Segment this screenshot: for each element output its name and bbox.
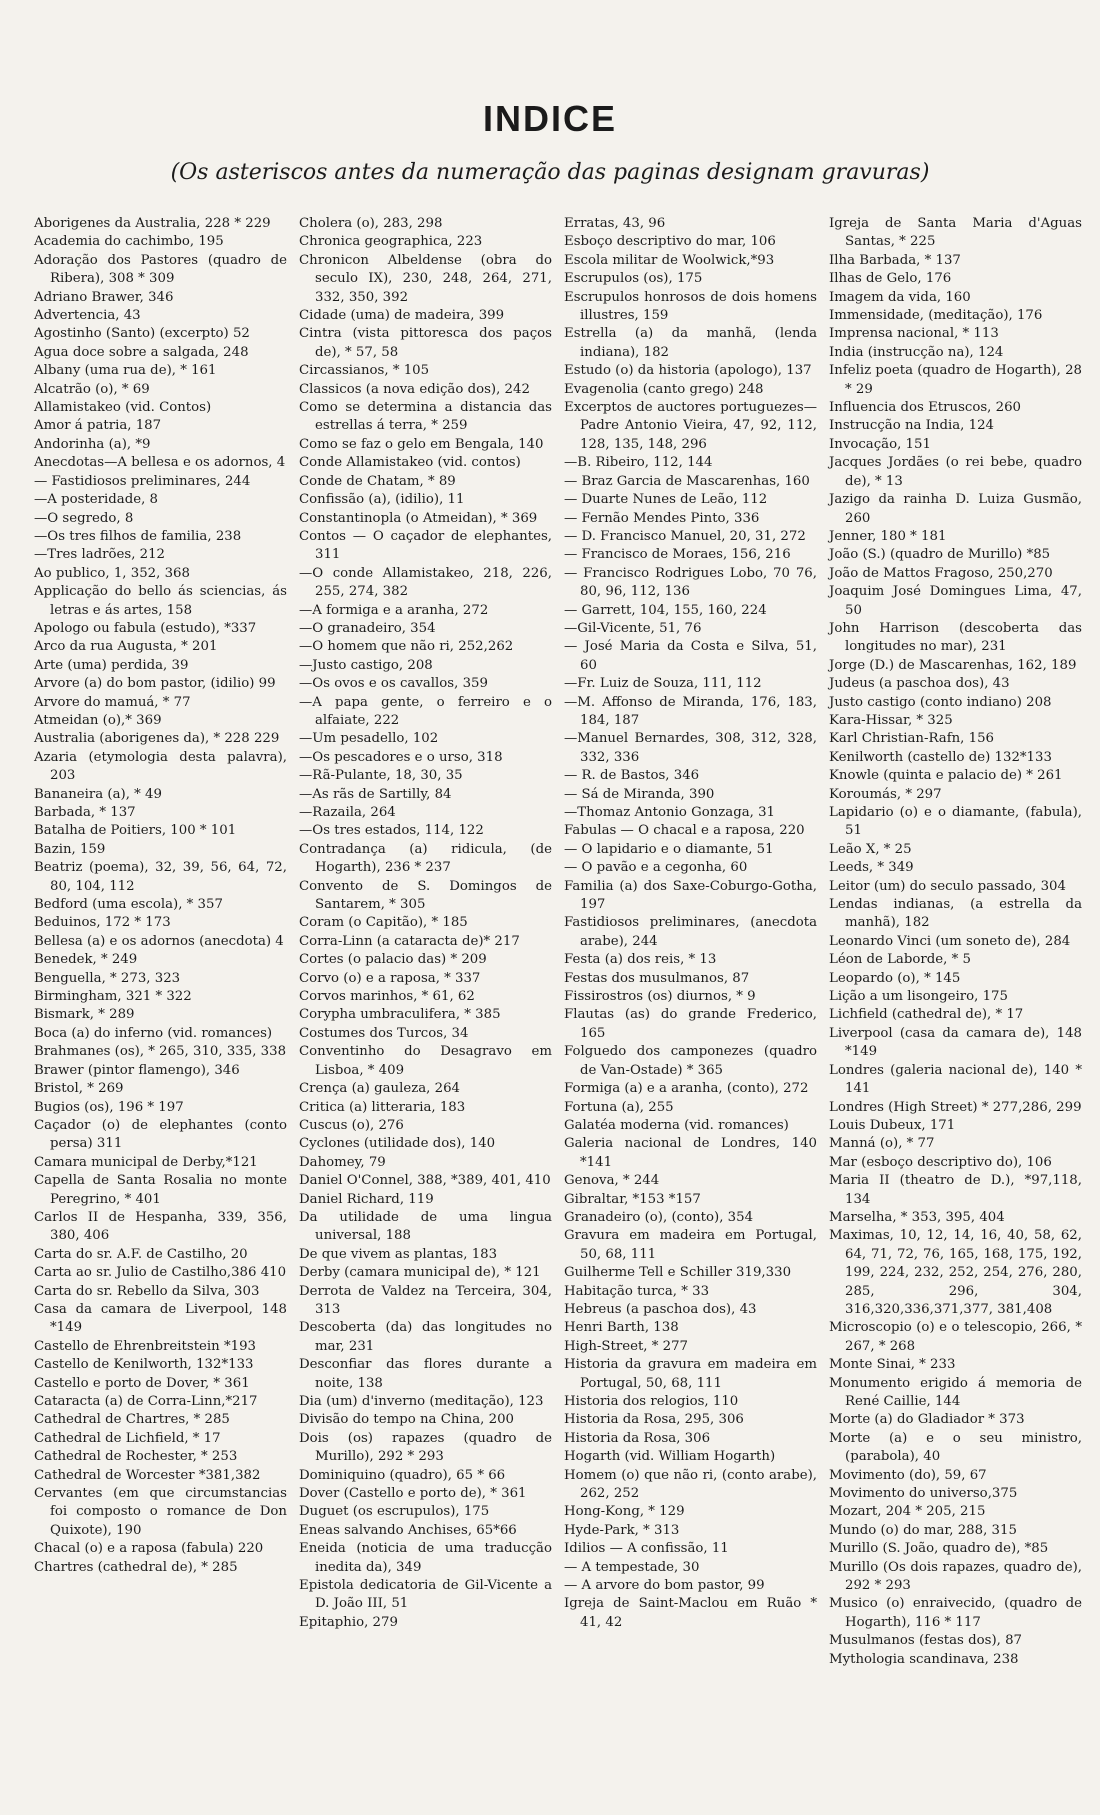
index-entry: Karl Christian-Rafn, 156 [829,731,995,747]
index-entry: Bristol, * 269 [34,1081,124,1097]
index-entry: —Tres ladrões, 212 [34,547,166,563]
index-entry: Cervantes (em que circumstancias foi composto o romance de Don Quixote), 190 [34,1486,287,1538]
index-entry: Influencia dos Etruscos, 260 [829,400,1022,416]
index-entry: Ilhas de Gelo, 176 [829,271,952,287]
index-entry: Critica (a) litteraria, 183 [299,1099,466,1115]
index-entry: Carlos II de Hespanha, 339, 356, 380, 406 [34,1209,287,1244]
index-entry: Lição a um lisongeiro, 175 [829,989,1008,1005]
index-entry: Fortuna (a), 255 [564,1099,674,1115]
index-entry: Excerptos de auctores portuguezes—Padre Antonio Vieira, 47, 92, 112, 128, 135, 148, 296 [564,400,817,452]
index-entry: Allamistakeo (vid. Contos) [34,400,212,416]
index-entry: Atmeidan (o),* 369 [34,712,162,728]
index-entry: —Thomaz Antonio Gonzaga, 31 [564,805,776,820]
index-entry: Cidade (uma) de madeira, 399 [299,308,505,324]
index-entry: Londres (galeria nacional de), 140 * 141 [829,1062,1082,1097]
index-entry: Ilha Barbada, * 137 [829,252,961,268]
index-entry: João (S.) (quadro de Murillo) *85 [829,547,1051,563]
index-entry: Arvore (a) do bom pastor, (idilio) 99 [34,676,276,692]
index-column-4 [823,215,1088,1795]
index-entry: Morte (a) e o seu ministro, (parabola), 40 [829,1430,1082,1465]
index-entry: Corypha umbraculifera, * 385 [299,1007,501,1023]
index-entry: Granadeiro (o), (conto), 354 [564,1209,754,1225]
index-entry: Conde Allamistakeo (vid. contos) [299,455,521,471]
index-entry: Leão X, * 25 [829,841,912,857]
index-entry: —Justo castigo, 208 [299,657,433,673]
index-column-3 [558,215,823,1795]
index-entry: Jenner, 180 * 181 [829,528,947,544]
index-entry: —Os ovos e os cavallos, 359 [299,676,488,692]
index-entry: —Fr. Luiz de Souza, 111, 112 [564,676,762,692]
index-entry: —Rã-Pulante, 18, 30, 35 [299,768,463,784]
index-entry: Hyde-Park, * 313 [564,1522,680,1538]
index-entry: Descoberta (da) das longitudes no mar, 231 [299,1320,552,1354]
index-entry: —A formiga e a aranha, 272 [299,602,489,618]
index-entry: —A posteridade, 8 [34,492,159,508]
index-entry: Carta do sr. Rebello da Silva, 303 [34,1283,260,1299]
index-entry: Brahmanes (os), * 265, 310, 335, 338 [34,1044,287,1060]
index-entry: Benguella, * 273, 323 [34,970,181,986]
index-entry: Historia da Rosa, 306 [564,1430,711,1446]
index-entry: Escola militar de Woolwick,*93 [564,252,775,268]
index-entry: Advertencia, 43 [34,308,141,324]
index-entry: Agua doce sobre a salgada, 248 [34,344,249,360]
index-entry: Louis Dubeux, 171 [829,1117,956,1133]
index-entry: Castello de Kenilworth, 132*133 [34,1357,254,1373]
index-entry: Constantinopla (o Atmeidan), * 369 [299,510,538,526]
index-entry: Lendas indianas, (a estrella da manhã), 182 [829,897,1082,931]
index-entry: Historia da Rosa, 295, 306 [564,1412,744,1428]
index-entry: Daniel Richard, 119 [299,1191,434,1207]
index-entry: Coram (o Capitão), * 185 [299,915,468,931]
index-entry: Confissão (a), (idilio), 11 [299,492,465,508]
index-entry: Castello de Ehrenbreitstein *193 [34,1338,256,1354]
index-entry: Koroumás, * 297 [829,786,942,802]
index-entry: Applicação do bello ás sciencias, ás letras e ás artes, 158 [34,584,287,618]
index-entry: Monumento erigido á memoria de René Caillie, 144 [829,1375,1082,1409]
index-entry: Lichfield (cathedral de), * 17 [829,1007,1024,1023]
index-entry: Contradança (a) ridicula, (de Hogarth), 236 * 237 [299,841,552,876]
index-entry: Henri Barth, 138 [564,1320,679,1336]
index-entry: Manná (o), * 77 [829,1136,935,1152]
index-entry: Bugios (os), 196 * 197 [34,1099,184,1115]
index-entry: — Sá de Miranda, 390 [564,786,715,802]
index-entry: — José Maria da Costa e Silva, 51, 60 [564,639,817,673]
index-entry: High-Street, * 277 [564,1338,689,1354]
index-entry: Dominiquino (quadro), 65 * 66 [299,1467,506,1483]
index-entry: Arco da rua Augusta, * 201 [34,639,218,655]
index-entry: Crença (a) gauleza, 264 [299,1081,460,1097]
index-entry: Corvos marinhos, * 61, 62 [299,989,475,1005]
index-entry: Immensidade, (meditação), 176 [829,308,1043,324]
index-entry: Londres (High Street) * 277,286, 299 [829,1099,1082,1115]
index-entry: — Francisco Rodrigues Lobo, 70 76, 80, 96, 112, 136 [564,565,817,600]
index-entry: Jacques Jordães (o rei bebe, quadro de), * 13 [829,455,1082,489]
index-entry: Corra-Linn (a cataracta de)* 217 [299,933,520,949]
index-entry: — O pavão e a cegonha, 60 [564,860,748,876]
index-columns [28,215,1088,1795]
index-entry: Folguedo dos camponezes (quadro de Van-Ostade) * 365 [564,1044,817,1078]
index-entry: Beatriz (poema), 32, 39, 56, 64, 72, 80, 104, 112 [34,860,287,894]
index-entry: Arvore do mamuá, * 77 [34,694,191,710]
index-entry: Capella de Santa Rosalia no monte Peregrino, * 401 [34,1173,287,1207]
index-entry: —A papa gente, o ferreiro e o alfaiate, 222 [299,694,552,728]
index-entry: Léon de Laborde, * 5 [829,952,971,968]
index-entry: Epistola dedicatoria de Gil-Vicente a D. João III, 51 [299,1578,552,1612]
index-entry: Guilherme Tell e Schiller 319,330 [564,1265,792,1281]
index-entry: Maximas, 10, 12, 14, 16, 40, 58, 62, 64, 71, 72, 76, 165, 168, 175, 192, 199, 224, 232, 252, 254, 276, 280, 285, 296, 304, 316,320,336,371,377, 381,408 [829,1228,1082,1317]
index-entry: Flautas (as) do grande Frederico, 165 [564,1007,817,1041]
index-entry: Eneida (noticia de uma traducção inedita da), 349 [299,1541,552,1575]
index-entry: Castello e porto de Dover, * 361 [34,1375,250,1391]
index-entry: Daniel O'Connel, 388, *389, 401, 410 [299,1173,551,1189]
index-entry: —O granadeiro, 354 [299,620,436,636]
index-entry: India (instrucção na), 124 [829,344,1004,360]
index-entry: Chronicon Albeldense (obra do seculo IX), 230, 248, 264, 271, 332, 350, 392 [299,252,552,305]
index-entry: Amor á patria, 187 [34,418,162,434]
index-entry: Esboço descriptivo do mar, 106 [564,234,776,250]
index-entry: Kara-Hissar, * 325 [829,712,953,728]
index-entry: Australia (aborigenes da), * 228 229 [34,731,280,747]
index-entry: Batalha de Poitiers, 100 * 101 [34,823,237,839]
index-entry: Liverpool (casa da camara de), 148 *149 [829,1025,1082,1060]
index-entry: Kenilworth (castello de) 132*133 [829,749,1052,765]
index-entry: Derrota de Valdez na Terceira, 304, 313 [299,1283,552,1317]
index-entry: Leopardo (o), * 145 [829,970,961,986]
page-title: INDICE [482,98,617,139]
index-entry: Convento de S. Domingos de Santarem, * 305 [299,878,552,913]
index-entry: Andorinha (a), *9 [34,436,151,452]
index-entry: —Um pesadello, 102 [299,731,439,747]
index-entry: Como se determina a distancia das estrellas á terra, * 259 [299,400,552,434]
index-entry: —B. Ribeiro, 112, 144 [564,455,713,471]
index-entry: —Os pescadores e o urso, 318 [299,749,503,765]
index-entry: Caçador (o) de elephantes (conto persa) 311 [34,1117,287,1152]
index-entry: Dia (um) d'inverno (meditação), 123 [299,1394,544,1409]
index-entry: Musico (o) enraivecido, (quadro de Hogarth), 116 * 117 [829,1596,1082,1630]
index-entry: Movimento do universo,375 [829,1486,1018,1502]
index-entry: Formiga (a) e a aranha, (conto), 272 [564,1081,809,1097]
index-entry: Murillo (Os dois rapazes, quadro de), 292 * 293 [829,1559,1082,1594]
index-entry: —As rãs de Sartilly, 84 [299,786,452,802]
index-entry: Contos — O caçador de elephantes, 311 [299,528,552,563]
index-entry: Casa da camara de Liverpool, 148 *149 [34,1301,287,1336]
index-entry: Desconfiar das flores durante a noite, 138 [299,1357,552,1391]
index-entry: Barbada, * 137 [34,805,136,820]
index-entry: Fabulas — O chacal e a raposa, 220 [564,823,805,839]
index-entry: Igreja de Santa Maria d'Aguas Santas, * 225 [829,216,1082,250]
page-subtitle: (Os asteriscos antes da numeração das paginas designam gravuras) [170,160,930,185]
index-entry: Alcatrão (o), * 69 [34,381,150,397]
index-entry: Escrupulos honrosos de dois homens illustres, 159 [564,289,817,324]
index-entry: — D. Francisco Manuel, 20, 31, 272 [564,528,806,544]
index-entry: Circassianos, * 105 [299,363,430,379]
index-entry: Azaria (etymologia desta palavra), 203 [34,749,287,784]
index-entry: Conventinho do Desagravo em Lisboa, * 409 [299,1044,552,1078]
index-entry: De que vivem as plantas, 183 [299,1246,498,1262]
index-entry: Academia do cachimbo, 195 [34,234,224,250]
index-entry: Erratas, 43, 96 [564,216,666,231]
index-entry: Cathedral de Chartres, * 285 [34,1412,230,1428]
index-entry: Hebreus (a paschoa dos), 43 [564,1301,757,1317]
index-entry: Estrella (a) da manhã, (lenda indiana), 182 [564,326,817,360]
index-entry: Anecdotas—A bellesa e os adornos, 4 [34,455,286,471]
index-entry: Cortes (o palacio das) * 209 [299,952,487,968]
index-entry: João de Mattos Fragoso, 250,270 [829,565,1053,581]
index-entry: Cyclones (utilidade dos), 140 [299,1136,496,1152]
index-entry: Carta do sr. A.F. de Castilho, 20 [34,1246,248,1262]
index-entry: Epitaphio, 279 [299,1614,398,1630]
index-entry: Leitor (um) do seculo passado, 304 [829,878,1066,894]
index-entry: Hogarth (vid. William Hogarth) [564,1449,776,1465]
index-entry: Conde de Chatam, * 89 [299,473,456,489]
index-entry: Genova, * 244 [564,1173,660,1189]
index-entry: —O conde Allamistakeo, 218, 226, 255, 274, 382 [299,565,552,600]
index-entry: Historia dos relogios, 110 [564,1394,739,1409]
index-entry: Bismark, * 289 [34,1007,135,1023]
index-entry: Adoração dos Pastores (quadro de Ribera), 308 * 309 [34,252,287,287]
index-entry: Leeds, * 349 [829,860,914,876]
index-entry: Bazin, 159 [34,841,106,857]
index-entry: Carta ao sr. Julio de Castilho,386 410 [34,1265,287,1281]
index-entry: Monte Sinai, * 233 [829,1357,956,1373]
index-entry: Evagenolia (canto grego) 248 [564,381,764,397]
index-entry: Chartres (cathedral de), * 285 [34,1559,238,1575]
index-entry: Marselha, * 353, 395, 404 [829,1209,1005,1225]
index-entry: Fissirostros (os) diurnos, * 9 [564,989,756,1005]
index-entry: Cathedral de Worcester *381,382 [34,1467,261,1483]
index-entry: Instrucção na India, 124 [829,418,995,434]
index-entry: Mythologia scandinava, 238 [829,1651,1019,1667]
index-entry: — Francisco de Moraes, 156, 216 [564,547,791,563]
index-entry: Lapidario (o) e o diamante, (fabula), 51 [829,805,1082,839]
index-entry: —M. Affonso de Miranda, 176, 183, 184, 187 [564,694,817,728]
index-entry: Escrupulos (os), 175 [564,271,703,287]
index-entry: Galatéa moderna (vid. romances) [564,1117,789,1133]
index-entry: Morte (a) do Gladiador * 373 [829,1412,1025,1428]
index-entry: Adriano Brawer, 346 [34,289,174,305]
index-entry: Chronica geographica, 223 [299,234,483,250]
index-entry: —O homem que não ri, 252,262 [299,639,514,655]
index-entry: Chacal (o) e a raposa (fabula) 220 [34,1541,264,1557]
index-column-1 [28,215,293,1795]
index-entry: Galeria nacional de Londres, 140 *141 [564,1136,817,1170]
index-entry: Estudo (o) da historia (apologo), 137 [564,363,812,379]
index-entry: Arte (uma) perdida, 39 [34,657,189,673]
index-entry: Fastidiosos preliminares, (anecdota arabe), 244 [564,915,817,949]
index-entry: Boca (a) do inferno (vid. romances) [34,1025,273,1041]
index-entry: Camara municipal de Derby,*121 [34,1154,258,1170]
index-entry: — O lapidario e o diamante, 51 [564,841,774,857]
index-entry: Mar (esboço descriptivo do), 106 [829,1154,1052,1170]
index-entry: Musulmanos (festas dos), 87 [829,1633,1022,1649]
index-entry: Dahomey, 79 [299,1154,386,1170]
index-entry: Cholera (o), 283, 298 [299,216,443,231]
index-entry: Derby (camara municipal de), * 121 [299,1265,541,1281]
index-entry: Apologo ou fabula (estudo), *337 [34,620,257,636]
index-entry: —Gil-Vicente, 51, 76 [564,620,702,636]
index-entry: Cintra (vista pittoresca dos paços de), * 57, 58 [299,326,552,360]
index-entry: —Os tres estados, 114, 122 [299,823,484,839]
index-entry: Cathedral de Rochester, * 253 [34,1449,238,1465]
index-entry: Cathedral de Lichfield, * 17 [34,1430,221,1446]
index-entry: Knowle (quinta e palacio de) * 261 [829,768,1063,784]
index-entry: Microscopio (o) e o telescopio, 266, * 267, * 268 [829,1320,1082,1354]
index-entry: Como se faz o gelo em Bengala, 140 [299,436,544,452]
index-entry: Habitação turca, * 33 [564,1283,710,1299]
index-entry: —O segredo, 8 [34,510,134,526]
index-entry: Cataracta (a) de Corra-Linn,*217 [34,1394,258,1409]
index-entry: Duguet (os escrupulos), 175 [299,1504,490,1520]
index-entry: Joaquim José Domingues Lima, 47, 50 [829,584,1082,618]
index-entry: Jazigo da rainha D. Luiza Gusmão, 260 [829,492,1082,526]
index-entry: — A arvore do bom pastor, 99 [564,1578,765,1594]
index-entry: Cuscus (o), 276 [299,1117,404,1133]
index-entry: Gravura em madeira em Portugal, 50, 68, 111 [564,1228,817,1262]
index-entry: — A tempestade, 30 [564,1559,700,1575]
index-entry: —Os tres filhos de familia, 238 [34,528,242,544]
index-entry: Historia da gravura em madeira em Portugal, 50, 68, 111 [564,1357,817,1391]
index-entry: Benedek, * 249 [34,952,138,968]
index-entry: Imprensa nacional, * 113 [829,326,999,342]
index-entry: Festas dos musulmanos, 87 [564,970,750,986]
index-entry: Igreja de Saint-Maclou em Ruão * 41, 42 [564,1596,817,1630]
index-entry: Hong-Kong, * 129 [564,1504,685,1520]
index-entry: Infeliz poeta (quadro de Hogarth), 28 * 29 [829,363,1082,397]
index-entry: Classicos (a nova edição dos), 242 [299,381,530,397]
index-entry: — Duarte Nunes de Leão, 112 [564,492,768,508]
index-entry: Murillo (S. João, quadro de), *85 [829,1541,1049,1557]
index-entry: — Garrett, 104, 155, 160, 224 [564,602,767,618]
index-entry: —Manuel Bernardes, 308, 312, 328, 332, 336 [564,731,817,765]
index-entry: — Braz Garcia de Mascarenhas, 160 [564,473,810,489]
index-entry: — Fernão Mendes Pinto, 336 [564,510,760,526]
index-entry: Bananeira (a), * 49 [34,786,162,802]
index-entry: Idilios — A confissão, 11 [564,1541,729,1557]
index-entry: Festa (a) dos reis, * 13 [564,952,717,968]
index-entry: Brawer (pintor flamengo), 346 [34,1062,240,1078]
index-entry: Maria II (theatro de D.), *97,118, 134 [829,1173,1082,1207]
index-entry: Justo castigo (conto indiano) 208 [829,694,1052,710]
index-entry: Birmingham, 321 * 322 [34,989,192,1005]
index-entry: Judeus (a paschoa dos), 43 [829,676,1010,692]
index-entry: Aborigenes da Australia, 228 * 229 [34,216,271,231]
index-entry: Mundo (o) do mar, 288, 315 [829,1522,1017,1538]
index-entry: — Fastidiosos preliminares, 244 [34,473,251,489]
index-entry: — R. de Bastos, 346 [564,768,700,784]
index-entry: Movimento (do), 59, 67 [829,1467,987,1483]
index-entry: Leonardo Vinci (um soneto de), 284 [829,933,1071,949]
index-entry: Imagem da vida, 160 [829,289,971,305]
index-entry: Costumes dos Turcos, 34 [299,1025,469,1041]
index-entry: Bedford (uma escola), * 357 [34,897,223,913]
index-entry: Jorge (D.) de Mascarenhas, 162, 189 [829,657,1077,673]
index-entry: John Harrison (descoberta das longitudes no mar), 231 [829,620,1082,655]
index-entry: Homem (o) que não ri, (conto arabe), 262, 252 [564,1467,817,1502]
index-entry: Ao publico, 1, 352, 368 [34,565,190,581]
index-entry: Dois (os) rapazes (quadro de Murillo), 292 * 293 [299,1430,552,1465]
index-entry: Invocação, 151 [829,436,931,452]
index-entry: Agostinho (Santo) (excerpto) 52 [34,326,250,342]
index-entry: Bellesa (a) e os adornos (anecdota) 4 [34,933,284,949]
index-entry: Dover (Castello e porto de), * 361 [299,1486,527,1502]
index-entry: Eneas salvando Anchises, 65*66 [299,1522,517,1538]
index-entry: Beduinos, 172 * 173 [34,915,171,931]
index-entry: Da utilidade de uma lingua universal, 188 [299,1209,552,1244]
index-entry: Familia (a) dos Saxe-Coburgo-Gotha, 197 [564,878,817,913]
index-column-2 [293,215,558,1795]
index-entry: Mozart, 204 * 205, 215 [829,1504,986,1520]
index-entry: Corvo (o) e a raposa, * 337 [299,970,481,986]
index-entry: —Razaila, 264 [299,805,396,820]
index-entry: Gibraltar, *153 *157 [564,1191,701,1207]
index-entry: Albany (uma rua de), * 161 [34,363,217,379]
index-entry: Divisão do tempo na China, 200 [299,1412,515,1428]
